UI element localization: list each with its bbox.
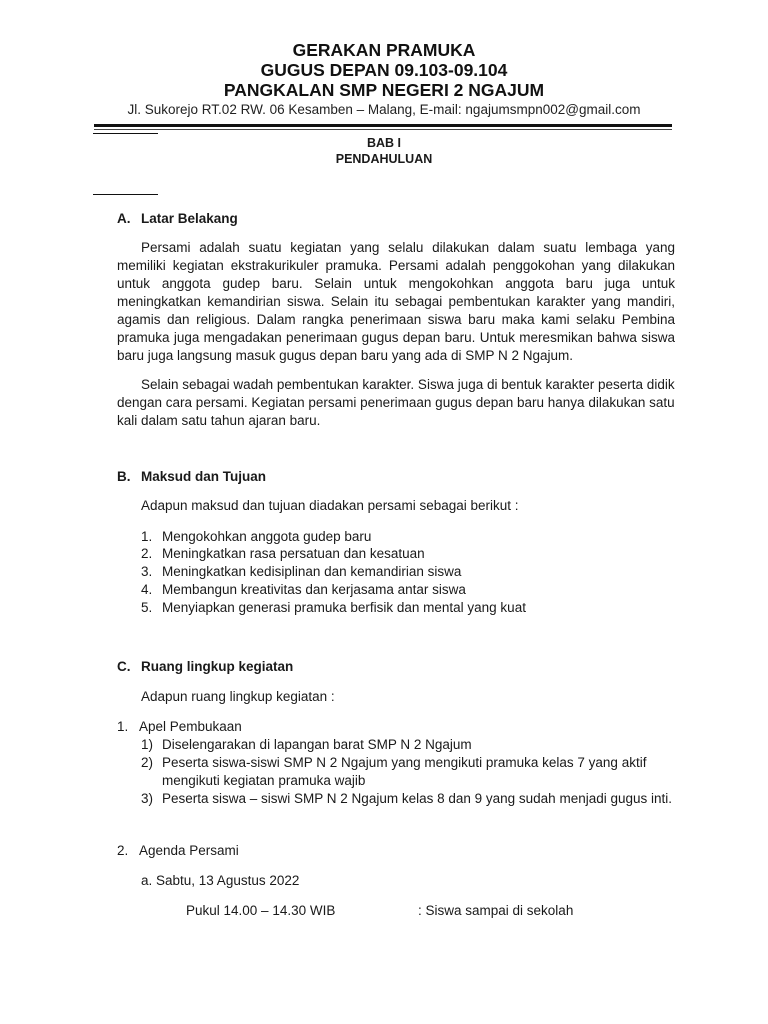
section-b-letter: B. [117, 469, 131, 484]
agenda-day: a. Sabtu, 13 Agustus 2022 [141, 873, 300, 888]
list-item-text: Agenda Persami [139, 843, 239, 858]
list-item [141, 581, 681, 599]
address-line: Jl. Sukorejo RT.02 RW. 06 Kesamben – Malang, E-mail: ngajumsmpn002@gmail.com [127, 102, 641, 117]
section-a-title: Latar Belakang [141, 211, 238, 226]
list-item-number: 3. [141, 564, 153, 579]
list-item-text: Apel Pembukaan [139, 719, 242, 734]
section-a-paragraph-1: Persami adalah suatu kegiatan yang selalu dilakukan dalam suatu lembaga yang memiliki kegiatan ekstrakurikuler pramuka. Persami adalah penggokohan yang dilakukan untuk anggota gudep baru. Selain untuk mengokohkan anggota baru juga untuk meningkatkan kemandirian siswa. Selain itu sebagai pembentukan karakter yang mandiri, agamis dan religious. Dalam rangka penerimaan siswa baru maka kami selaku Pembina pramuka juga mengadakan penerimaan gugus depan baru. Untuk meresmikan bahwa siswa baru juga langsung masuk gugus depan baru yang ada di SMP N 2 Ngajum. [117, 240, 675, 363]
section-a-letter: A. [117, 211, 131, 226]
chapter-title: PENDAHULUAN [335, 152, 433, 166]
list-item [141, 599, 681, 617]
list-item [141, 563, 681, 581]
chapter-number: BAB I [366, 136, 402, 150]
sub-list-item-text: Peserta siswa – siswi SMP N 2 Ngajum kelas 8 dan 9 yang sudah menjadi gugus inti. [162, 791, 673, 806]
list-item-number: 1. [141, 529, 153, 544]
section-b-intro: Adapun maksud dan tujuan diadakan persami sebagai berikut : [141, 498, 519, 513]
list-item-number: 2. [117, 843, 129, 858]
unit-name: GUGUS DEPAN 09.103-09.104 [260, 60, 508, 80]
schedule-activity: : Siswa sampai di sekolah [418, 903, 574, 918]
section-c-title: Ruang lingkup kegiatan [141, 659, 294, 674]
section-c-intro: Adapun ruang lingkup kegiatan : [141, 689, 335, 704]
school-name: PANGKALAN SMP NEGERI 2 NGAJUM [223, 80, 545, 100]
sub-list-item [141, 736, 677, 754]
sub-list-item [141, 754, 677, 790]
list-item-text: Menyiapkan generasi pramuka berfisik dan mental yang kuat [162, 600, 526, 615]
schedule-time: Pukul 14.00 – 14.30 WIB [186, 903, 336, 918]
list-item-text: Mengokohkan anggota gudep baru [162, 529, 372, 544]
sub-list-item-number: 2) [141, 755, 154, 770]
section-b-title: Maksud dan Tujuan [141, 469, 267, 484]
letterhead [0, 40, 768, 119]
sub-list-item-text: Diselengarakan di lapangan barat SMP N 2 Ngajum [162, 737, 472, 752]
list-item [117, 718, 677, 736]
sub-list-item [141, 790, 677, 808]
short-underline-top [93, 133, 158, 134]
list-item [117, 842, 677, 860]
list-item-number: 5. [141, 600, 153, 615]
list-item-number: 2. [141, 546, 153, 561]
short-underline-bottom [93, 194, 158, 195]
sub-list-item-number: 3) [141, 791, 154, 806]
list-item [141, 545, 681, 563]
list-item [141, 528, 681, 546]
sub-list-item-text: Peserta siswa-siswi SMP N 2 Ngajum yang mengikuti pramuka kelas 7 yang aktif mengikuti kegiatan pramuka wajib [162, 755, 647, 788]
list-item-text: Meningkatkan rasa persatuan dan kesatuan [162, 546, 425, 561]
list-item-number: 1. [117, 719, 129, 734]
letterhead-rule-thick [94, 124, 672, 127]
sub-list-item-number: 1) [141, 737, 154, 752]
list-item-text: Membangun kreativitas dan kerjasama antar siswa [162, 582, 466, 597]
section-a-paragraph-2: Selain sebagai wadah pembentukan karakter. Siswa juga di bentuk karakter peserta didik dengan cara persami. Kegiatan persami penerimaan gugus depan baru hanya dilakukan satu kali dalam satu tahun ajaran baru. [117, 377, 675, 428]
section-b-heading [117, 468, 266, 486]
letterhead-rule-thin [94, 129, 672, 130]
list-item-number: 4. [141, 582, 153, 597]
section-a-heading [117, 210, 238, 228]
section-c-heading [117, 658, 293, 676]
org-name: GERAKAN PRAMUKA [292, 40, 476, 60]
list-item-text: Meningkatkan kedisiplinan dan kemandirian siswa [162, 564, 462, 579]
section-c-letter: C. [117, 659, 131, 674]
